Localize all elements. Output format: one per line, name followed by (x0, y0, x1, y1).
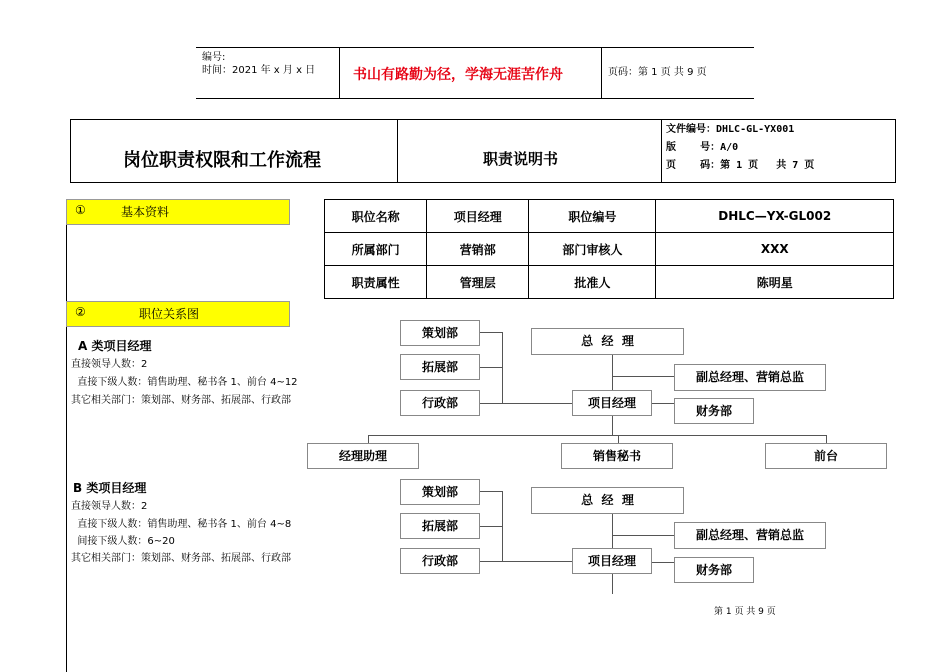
node-planning-dept: 策划部 (400, 479, 480, 505)
node-front-desk: 前台 (765, 443, 887, 469)
connector (612, 513, 613, 548)
connector (502, 403, 572, 404)
section-relationship (66, 301, 290, 327)
connector (479, 526, 502, 527)
node-sales-secretary: 销售秘书 (561, 443, 673, 469)
connector (368, 435, 826, 436)
header-meta-cell (196, 48, 340, 98)
doc-info-cell (662, 120, 895, 182)
class-b-line: 间接下级人数：6~20 (71, 536, 175, 547)
time-label: 时间：2021 年 x 月 x 日 (202, 65, 316, 76)
connector (612, 574, 613, 594)
connector (618, 435, 619, 443)
connector (502, 561, 572, 562)
info-row (325, 233, 894, 266)
left-margin-rule (66, 199, 67, 672)
main-title: 岗位职责权限和工作流程 (123, 150, 321, 171)
field-label: 职位名称 (325, 200, 427, 233)
class-a-title: A 类项目经理 (78, 339, 152, 353)
connector (612, 535, 674, 536)
doc-no-label: 编号: (202, 52, 226, 63)
connector (479, 561, 502, 562)
node-finance-dept: 财务部 (674, 398, 754, 424)
motto-cell (339, 48, 602, 98)
footer-page: 第 1 页 共 9 页 (714, 607, 776, 617)
field-label: 所属部门 (325, 233, 427, 266)
top-header (196, 47, 754, 99)
node-vp-sales-director: 副总经理、营销总监 (674, 522, 826, 549)
class-a-line: 直接领导人数：2 (71, 359, 148, 370)
connector (652, 403, 674, 404)
header-page-label: 页码：第 1 页 共 9 页 (608, 67, 707, 78)
position-info-table (324, 199, 894, 299)
connector (479, 491, 502, 492)
node-project-manager: 项目经理 (572, 390, 652, 416)
field-label: 职位编号 (529, 200, 656, 233)
node-finance-dept: 财务部 (674, 557, 754, 583)
node-general-manager: 总 经 理 (531, 328, 684, 355)
node-admin-dept: 行政部 (400, 548, 480, 574)
subtitle-cell (397, 120, 662, 182)
field-label: 部门审核人 (529, 233, 656, 266)
page-cell (602, 48, 754, 98)
node-general-manager: 总 经 理 (531, 487, 684, 514)
node-expansion-dept: 拓展部 (400, 513, 480, 539)
node-manager-assistant: 经理助理 (307, 443, 419, 469)
class-a-line: 直接下级人数：销售助理、秘书各 1、前台 4~12 (71, 377, 298, 388)
field-value: XXX (656, 233, 894, 266)
version: 版 号：A/0 (666, 142, 739, 153)
connector (479, 332, 502, 333)
class-b-line: 直接领导人数：2 (71, 501, 148, 512)
node-project-manager: 项目经理 (572, 548, 652, 574)
connector (502, 491, 503, 562)
section-number: ② (75, 305, 86, 319)
connector (826, 435, 827, 443)
class-b-line: 直接下级人数：销售助理、秘书各 1、前台 4~8 (71, 519, 292, 530)
field-value: 陈明星 (656, 266, 894, 299)
connector (479, 403, 502, 404)
section-basic-info (66, 199, 290, 225)
connector (612, 355, 613, 390)
subtitle: 职责说明书 (483, 150, 559, 168)
section-title: 基本资料 (121, 205, 170, 219)
node-expansion-dept: 拓展部 (400, 354, 480, 380)
node-admin-dept: 行政部 (400, 390, 480, 416)
connector (479, 367, 502, 368)
info-row (325, 200, 894, 233)
field-value: 管理层 (427, 266, 529, 299)
class-b-line: 其它相关部门：策划部、财务部、拓展部、行政部 (71, 553, 291, 564)
connector (612, 416, 613, 436)
file-no: 文件编号：DHLC-GL-YX001 (666, 124, 795, 135)
section-number: ① (75, 203, 86, 217)
class-b-title: B 类项目经理 (73, 481, 147, 495)
main-title-cell (71, 120, 398, 182)
info-row (325, 266, 894, 299)
title-box (70, 119, 896, 183)
doc-page: 页 码：第 1 页 共 7 页 (666, 160, 815, 171)
field-value: 营销部 (427, 233, 529, 266)
field-value: 项目经理 (427, 200, 529, 233)
class-a-line: 其它相关部门：策划部、财务部、拓展部、行政部 (71, 395, 291, 406)
connector (652, 562, 674, 563)
motto-text: 书山有路勤为径，学海无涯苦作舟 (353, 67, 563, 83)
connector (502, 332, 503, 404)
section-title: 职位关系图 (139, 307, 200, 321)
field-label: 职责属性 (325, 266, 427, 299)
node-vp-sales-director: 副总经理、营销总监 (674, 364, 826, 391)
connector (368, 435, 369, 443)
node-planning-dept: 策划部 (400, 320, 480, 346)
field-label: 批准人 (529, 266, 656, 299)
connector (612, 376, 674, 377)
field-value: DHLC—YX-GL002 (656, 200, 894, 233)
